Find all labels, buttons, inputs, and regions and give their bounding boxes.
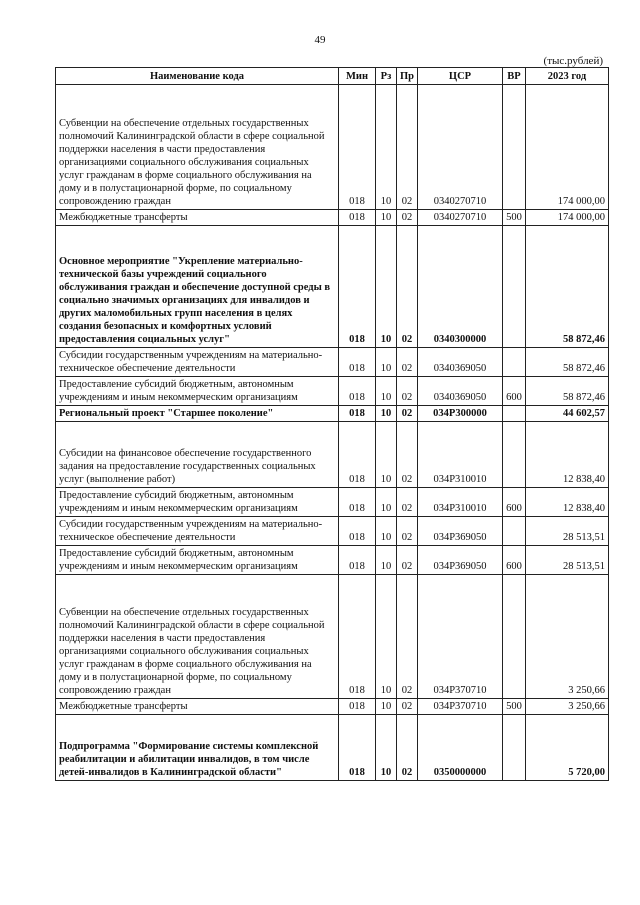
header-rz: Рз: [376, 68, 397, 85]
cell-csr: 034P370710: [418, 575, 503, 699]
cell-rz: 10: [376, 210, 397, 226]
header-csr: ЦСР: [418, 68, 503, 85]
budget-table: [55, 67, 609, 781]
cell-vr: [503, 226, 526, 348]
cell-min: 018: [339, 517, 376, 546]
row-name-text: Межбюджетные трансферты: [59, 212, 188, 223]
row-name-text: Субсидии государственным учреждениям на материально-техническое обеспечение деятельности: [59, 519, 323, 543]
cell-vr: [503, 348, 526, 377]
cell-amount: 12 838,40: [526, 422, 609, 488]
cell-pr: 02: [397, 348, 418, 377]
row-name-text: Субсидии на финансовое обеспечение государственного задания на предоставление государственных социальных услуг (выполнение работ): [59, 448, 316, 485]
cell-vr: 500: [503, 699, 526, 715]
cell-rz: 10: [376, 377, 397, 406]
cell-pr: 02: [397, 210, 418, 226]
cell-csr: 034P310010: [418, 488, 503, 517]
cell-vr: [503, 85, 526, 210]
cell-name: [56, 226, 339, 348]
cell-rz: 10: [376, 699, 397, 715]
cell-csr: 034P369050: [418, 546, 503, 575]
header-vr: ВР: [503, 68, 526, 85]
cell-min: 018: [339, 226, 376, 348]
cell-name: [56, 715, 339, 781]
cell-vr: [503, 715, 526, 781]
cell-rz: 10: [376, 546, 397, 575]
table-row: [56, 406, 609, 422]
cell-rz: 10: [376, 488, 397, 517]
row-name-text: Предоставление субсидий бюджетным, автономным учреждениям и иным некоммерческим организациям: [59, 379, 298, 403]
cell-amount: 44 602,57: [526, 406, 609, 422]
table-row: [56, 377, 609, 406]
row-name-text: Основное мероприятие "Укрепление материально-технической базы учреждений социального обслуживания граждан и обеспечение доступной среды в социально значимых организациях для инвалидов и других маломобильных групп населения в целях создания безопасных и комфортных условий предоставления социальных услуг": [59, 256, 331, 345]
cell-rz: 10: [376, 575, 397, 699]
row-name-text: Субвенции на обеспечение отдельных государственных полномочий Калининградской области в сфере социальной поддержки населения в части предоставления организациями социального обслуживания социальных услуг гражданам в форме социального обслуживания на дому и в полустационарной форме, по социальному сопровождению граждан: [59, 118, 325, 207]
table-row: [56, 488, 609, 517]
cell-name: [56, 422, 339, 488]
cell-amount: 3 250,66: [526, 699, 609, 715]
cell-pr: 02: [397, 226, 418, 348]
cell-min: 018: [339, 575, 376, 699]
cell-csr: 034P300000: [418, 406, 503, 422]
cell-min: 018: [339, 699, 376, 715]
row-name-text: Региональный проект "Старшее поколение": [59, 408, 274, 419]
cell-csr: 0340270710: [418, 210, 503, 226]
cell-min: 018: [339, 422, 376, 488]
cell-pr: 02: [397, 406, 418, 422]
cell-amount: 28 513,51: [526, 517, 609, 546]
cell-min: 018: [339, 715, 376, 781]
cell-min: 018: [339, 488, 376, 517]
cell-vr: [503, 406, 526, 422]
cell-pr: 02: [397, 546, 418, 575]
cell-name: [56, 546, 339, 575]
row-name-text: Подпрограмма "Формирование системы комплексной реабилитации и абилитации инвалидов, в том числе детей-инвалидов в Калининградской области": [59, 741, 319, 778]
cell-amount: 174 000,00: [526, 210, 609, 226]
cell-name: [56, 488, 339, 517]
cell-vr: [503, 575, 526, 699]
cell-name: [56, 348, 339, 377]
cell-vr: [503, 517, 526, 546]
cell-name: [56, 517, 339, 546]
row-name-text: Межбюджетные трансферты: [59, 701, 188, 712]
table-header-row: [56, 68, 609, 85]
cell-pr: 02: [397, 377, 418, 406]
cell-pr: 02: [397, 488, 418, 517]
cell-min: 018: [339, 377, 376, 406]
cell-pr: 02: [397, 517, 418, 546]
row-name-text: Предоставление субсидий бюджетным, автономным учреждениям и иным некоммерческим организациям: [59, 548, 298, 572]
row-name-text: Субвенции на обеспечение отдельных государственных полномочий Калининградской области в сфере социальной поддержки населения в части предоставления организациями социального обслуживания социальных услуг гражданам в форме социального обслуживания на дому и в полустационарной форме, по социальному сопровождению граждан: [59, 607, 325, 696]
header-amount: 2023 год: [526, 68, 609, 85]
cell-vr: 500: [503, 210, 526, 226]
cell-min: 018: [339, 85, 376, 210]
table-row: [56, 422, 609, 488]
cell-csr: 0340369050: [418, 377, 503, 406]
cell-amount: 12 838,40: [526, 488, 609, 517]
table-row: [56, 517, 609, 546]
table-row: [56, 546, 609, 575]
cell-amount: 58 872,46: [526, 348, 609, 377]
cell-vr: 600: [503, 377, 526, 406]
cell-name: [56, 85, 339, 210]
cell-name: [56, 575, 339, 699]
table-row: [56, 715, 609, 781]
cell-vr: 600: [503, 488, 526, 517]
page-number: 49: [314, 34, 326, 46]
table-row: [56, 699, 609, 715]
cell-csr: 0340270710: [418, 85, 503, 210]
header-pr: Пр: [397, 68, 418, 85]
cell-min: 018: [339, 546, 376, 575]
cell-csr: 034P370710: [418, 699, 503, 715]
cell-vr: 600: [503, 546, 526, 575]
cell-csr: 034P310010: [418, 422, 503, 488]
cell-name: [56, 210, 339, 226]
cell-rz: 10: [376, 517, 397, 546]
cell-name: [56, 699, 339, 715]
row-name-text: Предоставление субсидий бюджетным, автономным учреждениям и иным некоммерческим организациям: [59, 490, 298, 514]
units-label: (тыс.рублей): [543, 55, 603, 67]
cell-pr: 02: [397, 715, 418, 781]
table-row: [56, 226, 609, 348]
cell-amount: 58 872,46: [526, 226, 609, 348]
cell-csr: 0340369050: [418, 348, 503, 377]
cell-csr: 0340300000: [418, 226, 503, 348]
cell-amount: 174 000,00: [526, 85, 609, 210]
cell-rz: 10: [376, 715, 397, 781]
cell-min: 018: [339, 348, 376, 377]
cell-vr: [503, 422, 526, 488]
table-row: [56, 348, 609, 377]
cell-rz: 10: [376, 226, 397, 348]
cell-pr: 02: [397, 699, 418, 715]
cell-rz: 10: [376, 85, 397, 210]
cell-rz: 10: [376, 406, 397, 422]
cell-rz: 10: [376, 422, 397, 488]
cell-pr: 02: [397, 575, 418, 699]
cell-rz: 10: [376, 348, 397, 377]
cell-pr: 02: [397, 85, 418, 210]
row-name-text: Субсидии государственным учреждениям на материально-техническое обеспечение деятельности: [59, 350, 323, 374]
cell-csr: 0350000000: [418, 715, 503, 781]
cell-amount: 58 872,46: [526, 377, 609, 406]
table-row: [56, 210, 609, 226]
table-row: [56, 575, 609, 699]
cell-name: [56, 406, 339, 422]
table-row: [56, 85, 609, 210]
cell-min: 018: [339, 210, 376, 226]
cell-amount: 5 720,00: [526, 715, 609, 781]
cell-amount: 3 250,66: [526, 575, 609, 699]
cell-csr: 034P369050: [418, 517, 503, 546]
header-name: Наименование кода: [56, 68, 339, 85]
cell-pr: 02: [397, 422, 418, 488]
cell-min: 018: [339, 406, 376, 422]
cell-amount: 28 513,51: [526, 546, 609, 575]
header-min: Мин: [339, 68, 376, 85]
cell-name: [56, 377, 339, 406]
